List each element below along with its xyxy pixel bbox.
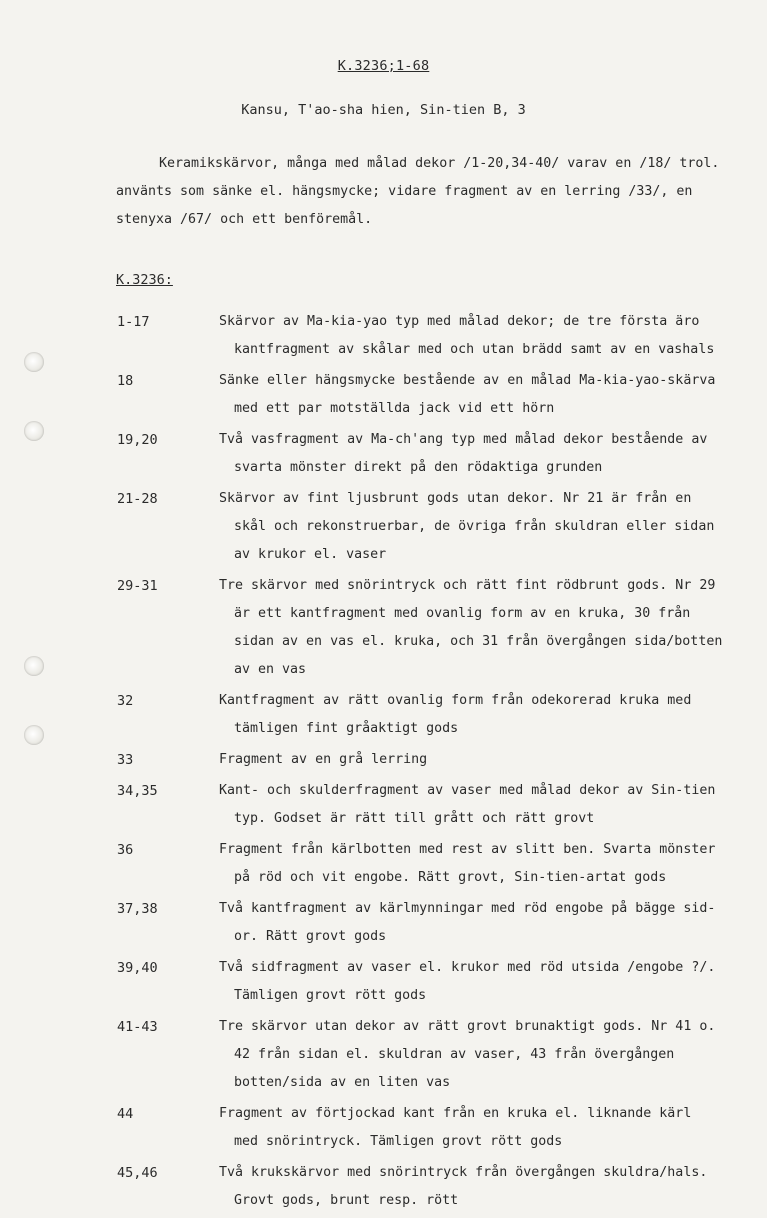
- entry-number: 45,46: [117, 1165, 158, 1181]
- catalog-entry: [0, 777, 767, 833]
- catalog-entry: [0, 572, 767, 684]
- catalog-entry: [0, 687, 767, 743]
- entry-description-line: Två sidfragment av vaser el. krukor med röd utsida /engobe ?/.: [219, 960, 716, 975]
- entry-number: 37,38: [117, 901, 158, 917]
- document-subtitle: Kansu, T'ao-sha hien, Sin-tien B, 3: [241, 102, 526, 118]
- entry-description: [219, 687, 759, 743]
- document-title: K.3236;1-68: [337, 58, 430, 74]
- entry-description-line: tämligen fint gråaktigt gods: [234, 721, 459, 736]
- entry-description-line: svarta mönster direkt på den rödaktiga grunden: [234, 460, 603, 475]
- entry-description: [219, 1100, 759, 1156]
- entry-description: [219, 746, 759, 774]
- catalog-entry: [0, 895, 767, 951]
- entry-description: [219, 777, 759, 833]
- entry-description: [219, 1013, 759, 1097]
- entry-number: 39,40: [117, 960, 158, 976]
- entry-description: [219, 1159, 759, 1215]
- catalog-entry: [0, 1100, 767, 1156]
- entry-number: 36: [117, 842, 134, 858]
- entry-description-line: Skärvor av Ma-kia-yao typ med målad dekor; de tre första äro: [219, 314, 700, 329]
- entry-description-line: Två krukskärvor med snörintryck från övergången skuldra/hals.: [219, 1165, 708, 1180]
- entry-description: [219, 367, 759, 423]
- entry-description: [219, 426, 759, 482]
- entry-description-line: med ett par motställda jack vid ett hörn: [234, 401, 555, 416]
- entry-description-line: med snörintryck. Tämligen grovt rött gods: [234, 1134, 563, 1149]
- entry-number: 1-17: [117, 314, 150, 330]
- entry-description-line: or. Rätt grovt gods: [234, 929, 387, 944]
- entry-description-line: Två vasfragment av Ma-ch'ang typ med målad dekor bestående av: [219, 432, 708, 447]
- section-heading: K.3236:: [116, 272, 173, 288]
- catalog-entry: [0, 746, 767, 774]
- entry-number: 19,20: [117, 432, 158, 448]
- entry-number: 44: [117, 1106, 134, 1122]
- entry-description-line: på röd och vit engobe. Rätt grovt, Sin-tien-artat gods: [234, 870, 667, 885]
- entry-description-line: 42 från sidan el. skuldran av vaser, 43 från övergången: [234, 1047, 675, 1062]
- entry-description-line: Grovt gods, brunt resp. rött: [234, 1193, 459, 1208]
- entry-description-line: Fragment från kärlbotten med rest av slitt ben. Svarta mönster: [219, 842, 716, 857]
- entry-description-line: Kantfragment av rätt ovanlig form från odekorerad kruka med: [219, 693, 692, 708]
- entry-number: 34,35: [117, 783, 158, 799]
- entry-description-line: Skärvor av fint ljusbrunt gods utan dekor. Nr 21 är från en: [219, 491, 692, 506]
- entry-number: 32: [117, 693, 134, 709]
- summary-line: stenyxa /67/ och ett benföremål.: [116, 212, 373, 227]
- catalog-entry: [0, 954, 767, 1010]
- catalog-entry: [0, 836, 767, 892]
- entry-description: [219, 895, 759, 951]
- entry-description: [219, 954, 759, 1010]
- entry-description-line: Tre skärvor med snörintryck och rätt fint rödbrunt gods. Nr 29: [219, 578, 716, 593]
- entry-description-line: typ. Godset är rätt till grått och rätt grovt: [234, 811, 595, 826]
- catalog-entry: [0, 1159, 767, 1215]
- entry-description-line: Fragment av en grå lerring: [219, 752, 428, 767]
- entry-description-line: Två kantfragment av kärlmynningar med röd engobe på bägge sid-: [219, 901, 716, 916]
- entry-description-line: kantfragment av skålar med och utan brädd samt av en vashals: [234, 342, 715, 357]
- entry-description-line: Tämligen grovt rött gods: [234, 988, 427, 1003]
- entry-number: 41-43: [117, 1019, 158, 1035]
- summary-line: använts som sänke el. hängsmycke; vidare fragment av en lerring /33/, en: [116, 184, 693, 199]
- entry-number: 29-31: [117, 578, 158, 594]
- catalog-entry: [0, 426, 767, 482]
- entry-description: [219, 485, 759, 569]
- entry-number: 21-28: [117, 491, 158, 507]
- entry-number: 33: [117, 752, 134, 768]
- catalog-entry: [0, 485, 767, 569]
- entry-description-line: Kant- och skulderfragment av vaser med målad dekor av Sin-tien: [219, 783, 716, 798]
- summary-line: Keramikskärvor, många med målad dekor /1-20,34-40/ varav en /18/ trol.: [159, 156, 720, 171]
- entry-description-line: sidan av en vas el. kruka, och 31 från övergången sida/botten: [234, 634, 723, 649]
- entry-description-line: Sänke eller hängsmycke bestående av en målad Ma-kia-yao-skärva: [219, 373, 716, 388]
- catalog-list: [0, 308, 767, 1218]
- entry-description-line: av en vas: [234, 662, 307, 677]
- entry-description: [219, 572, 759, 684]
- entry-description-line: Tre skärvor utan dekor av rätt grovt brunaktigt gods. Nr 41 o.: [219, 1019, 716, 1034]
- entry-number: 18: [117, 373, 134, 389]
- entry-description: [219, 836, 759, 892]
- catalog-entry: [0, 367, 767, 423]
- entry-description-line: botten/sida av en liten vas: [234, 1075, 451, 1090]
- catalog-entry: [0, 1013, 767, 1097]
- entry-description-line: av krukor el. vaser: [234, 547, 387, 562]
- entry-description: [219, 308, 759, 364]
- entry-description-line: Fragment av förtjockad kant från en kruka el. liknande kärl: [219, 1106, 692, 1121]
- entry-description-line: är ett kantfragment med ovanlig form av en kruka, 30 från: [234, 606, 691, 621]
- catalog-entry: [0, 308, 767, 364]
- entry-description-line: skål och rekonstruerbar, de övriga från skuldran eller sidan: [234, 519, 715, 534]
- summary-paragraph: [116, 150, 756, 234]
